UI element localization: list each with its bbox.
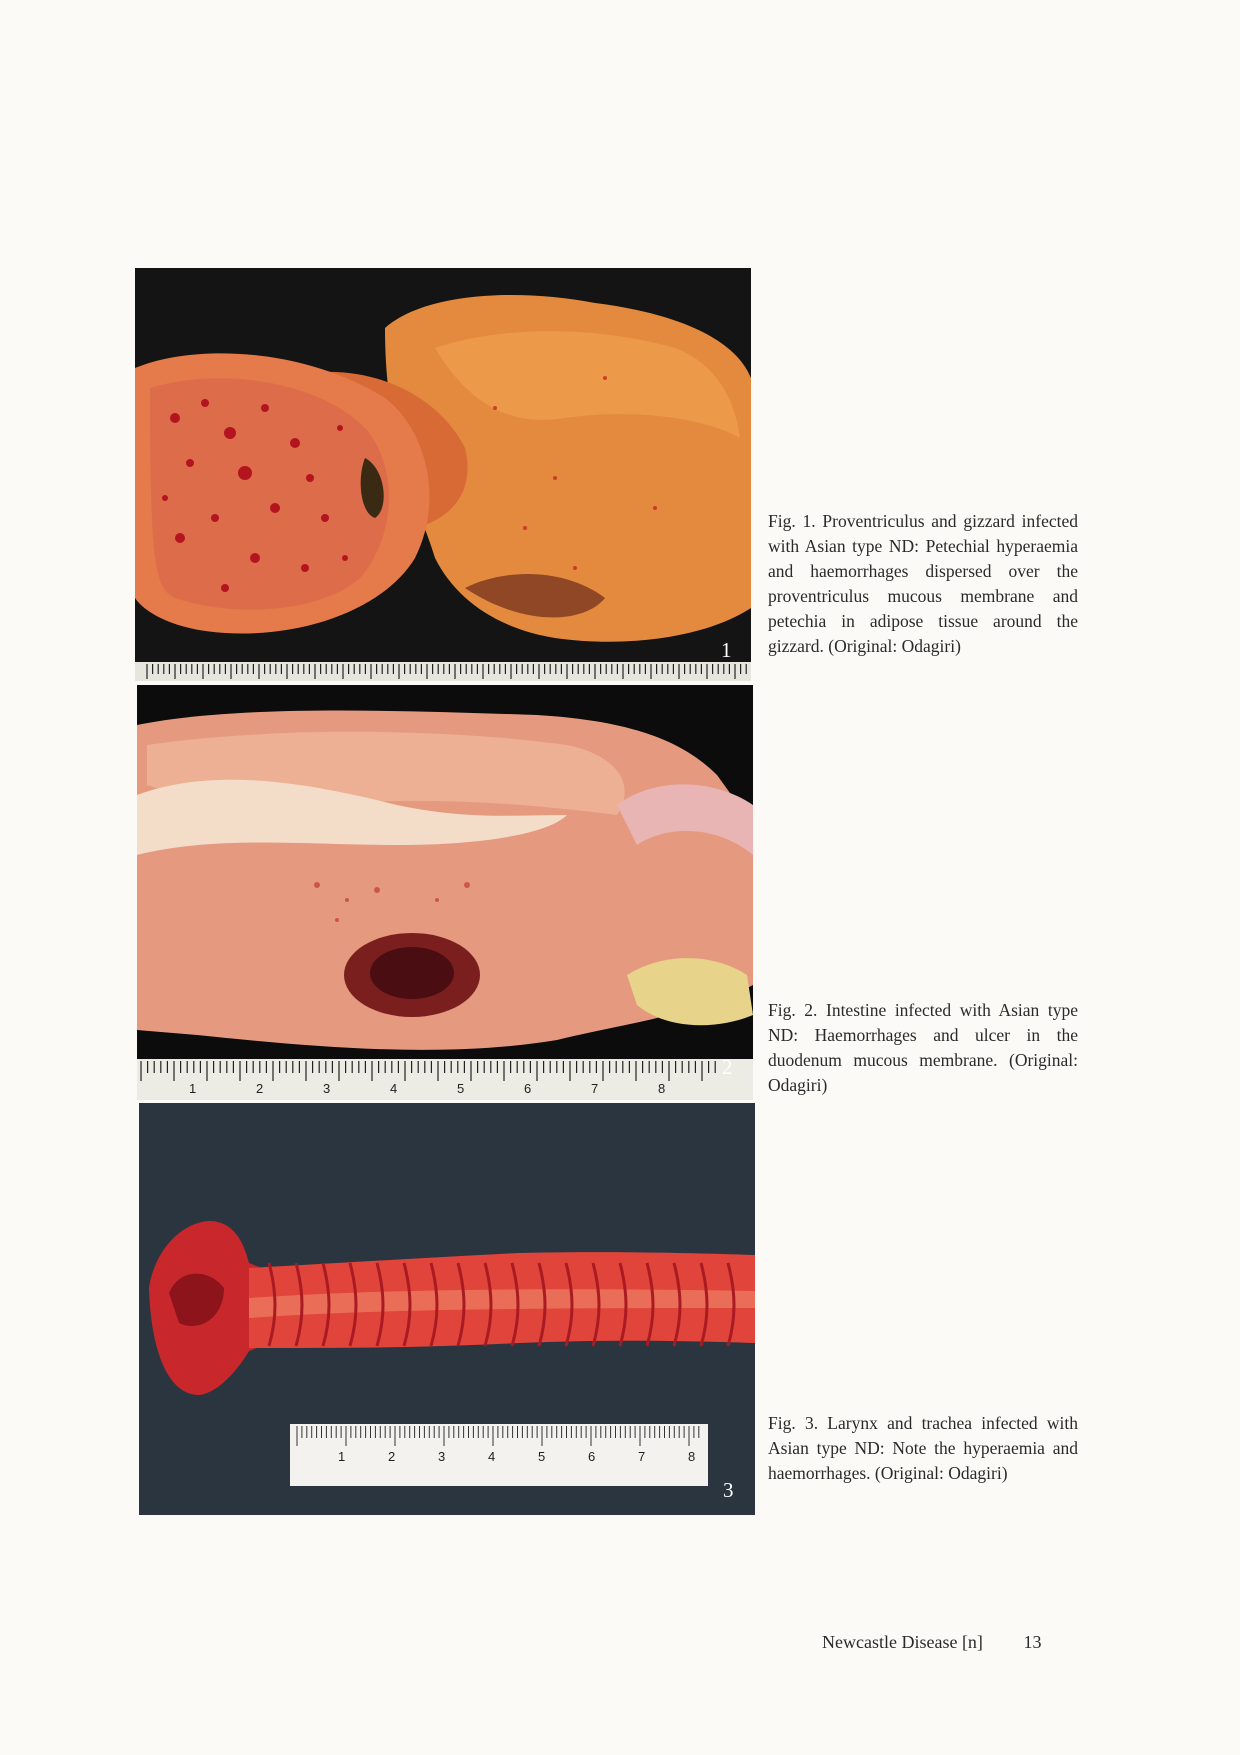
- figure-1-number: 1: [721, 638, 732, 662]
- ruler-label: 6: [588, 1449, 596, 1464]
- ruler-label: 7: [638, 1449, 646, 1464]
- running-title: Newcastle Disease [n]: [822, 1632, 983, 1652]
- page-number: 13: [1023, 1632, 1042, 1652]
- figure-2-caption: Fig. 2. Intestine infected with Asian type ND: Haemorrhages and ulcer in the duodenum mucous membrane. (Original: Odagiri): [768, 1000, 1078, 1095]
- ruler-label: 3: [323, 1081, 331, 1096]
- ruler-label: 8: [688, 1449, 696, 1464]
- page-footer: [822, 1632, 1041, 1653]
- figure-2-photo: [137, 685, 753, 1100]
- ruler-label: 4: [390, 1081, 398, 1096]
- ruler-label: 2: [256, 1081, 264, 1096]
- ruler-label: 2: [388, 1449, 396, 1464]
- figure-3-photo: [139, 1103, 755, 1515]
- figure-2-number: 2: [722, 1055, 733, 1079]
- ruler-label: 1: [338, 1449, 346, 1464]
- ruler-label: 7: [591, 1081, 599, 1096]
- ruler-label: 5: [538, 1449, 546, 1464]
- ruler-label: 5: [457, 1081, 465, 1096]
- ruler-label: 4: [488, 1449, 496, 1464]
- figure-1-photo: [135, 268, 751, 681]
- figure-3-caption: Fig. 3. Larynx and trachea infected with Asian type ND: Note the hyperaemia and haemorrhages. (Original: Odagiri): [768, 1413, 1078, 1483]
- figure-3-number: 3: [723, 1478, 734, 1502]
- ruler-label: 1: [189, 1081, 197, 1096]
- ruler-label: 8: [658, 1081, 666, 1096]
- figure-1-caption: Fig. 1. Proventriculus and gizzard infected with Asian type ND: Petechial hyperaemia and haemorrhages dispersed over the proventriculus mucous membrane and petechia in adipose tissue around the gizzard. (Original: Odagiri): [768, 511, 1078, 656]
- ruler-label: 3: [438, 1449, 446, 1464]
- ruler-label: 6: [524, 1081, 532, 1096]
